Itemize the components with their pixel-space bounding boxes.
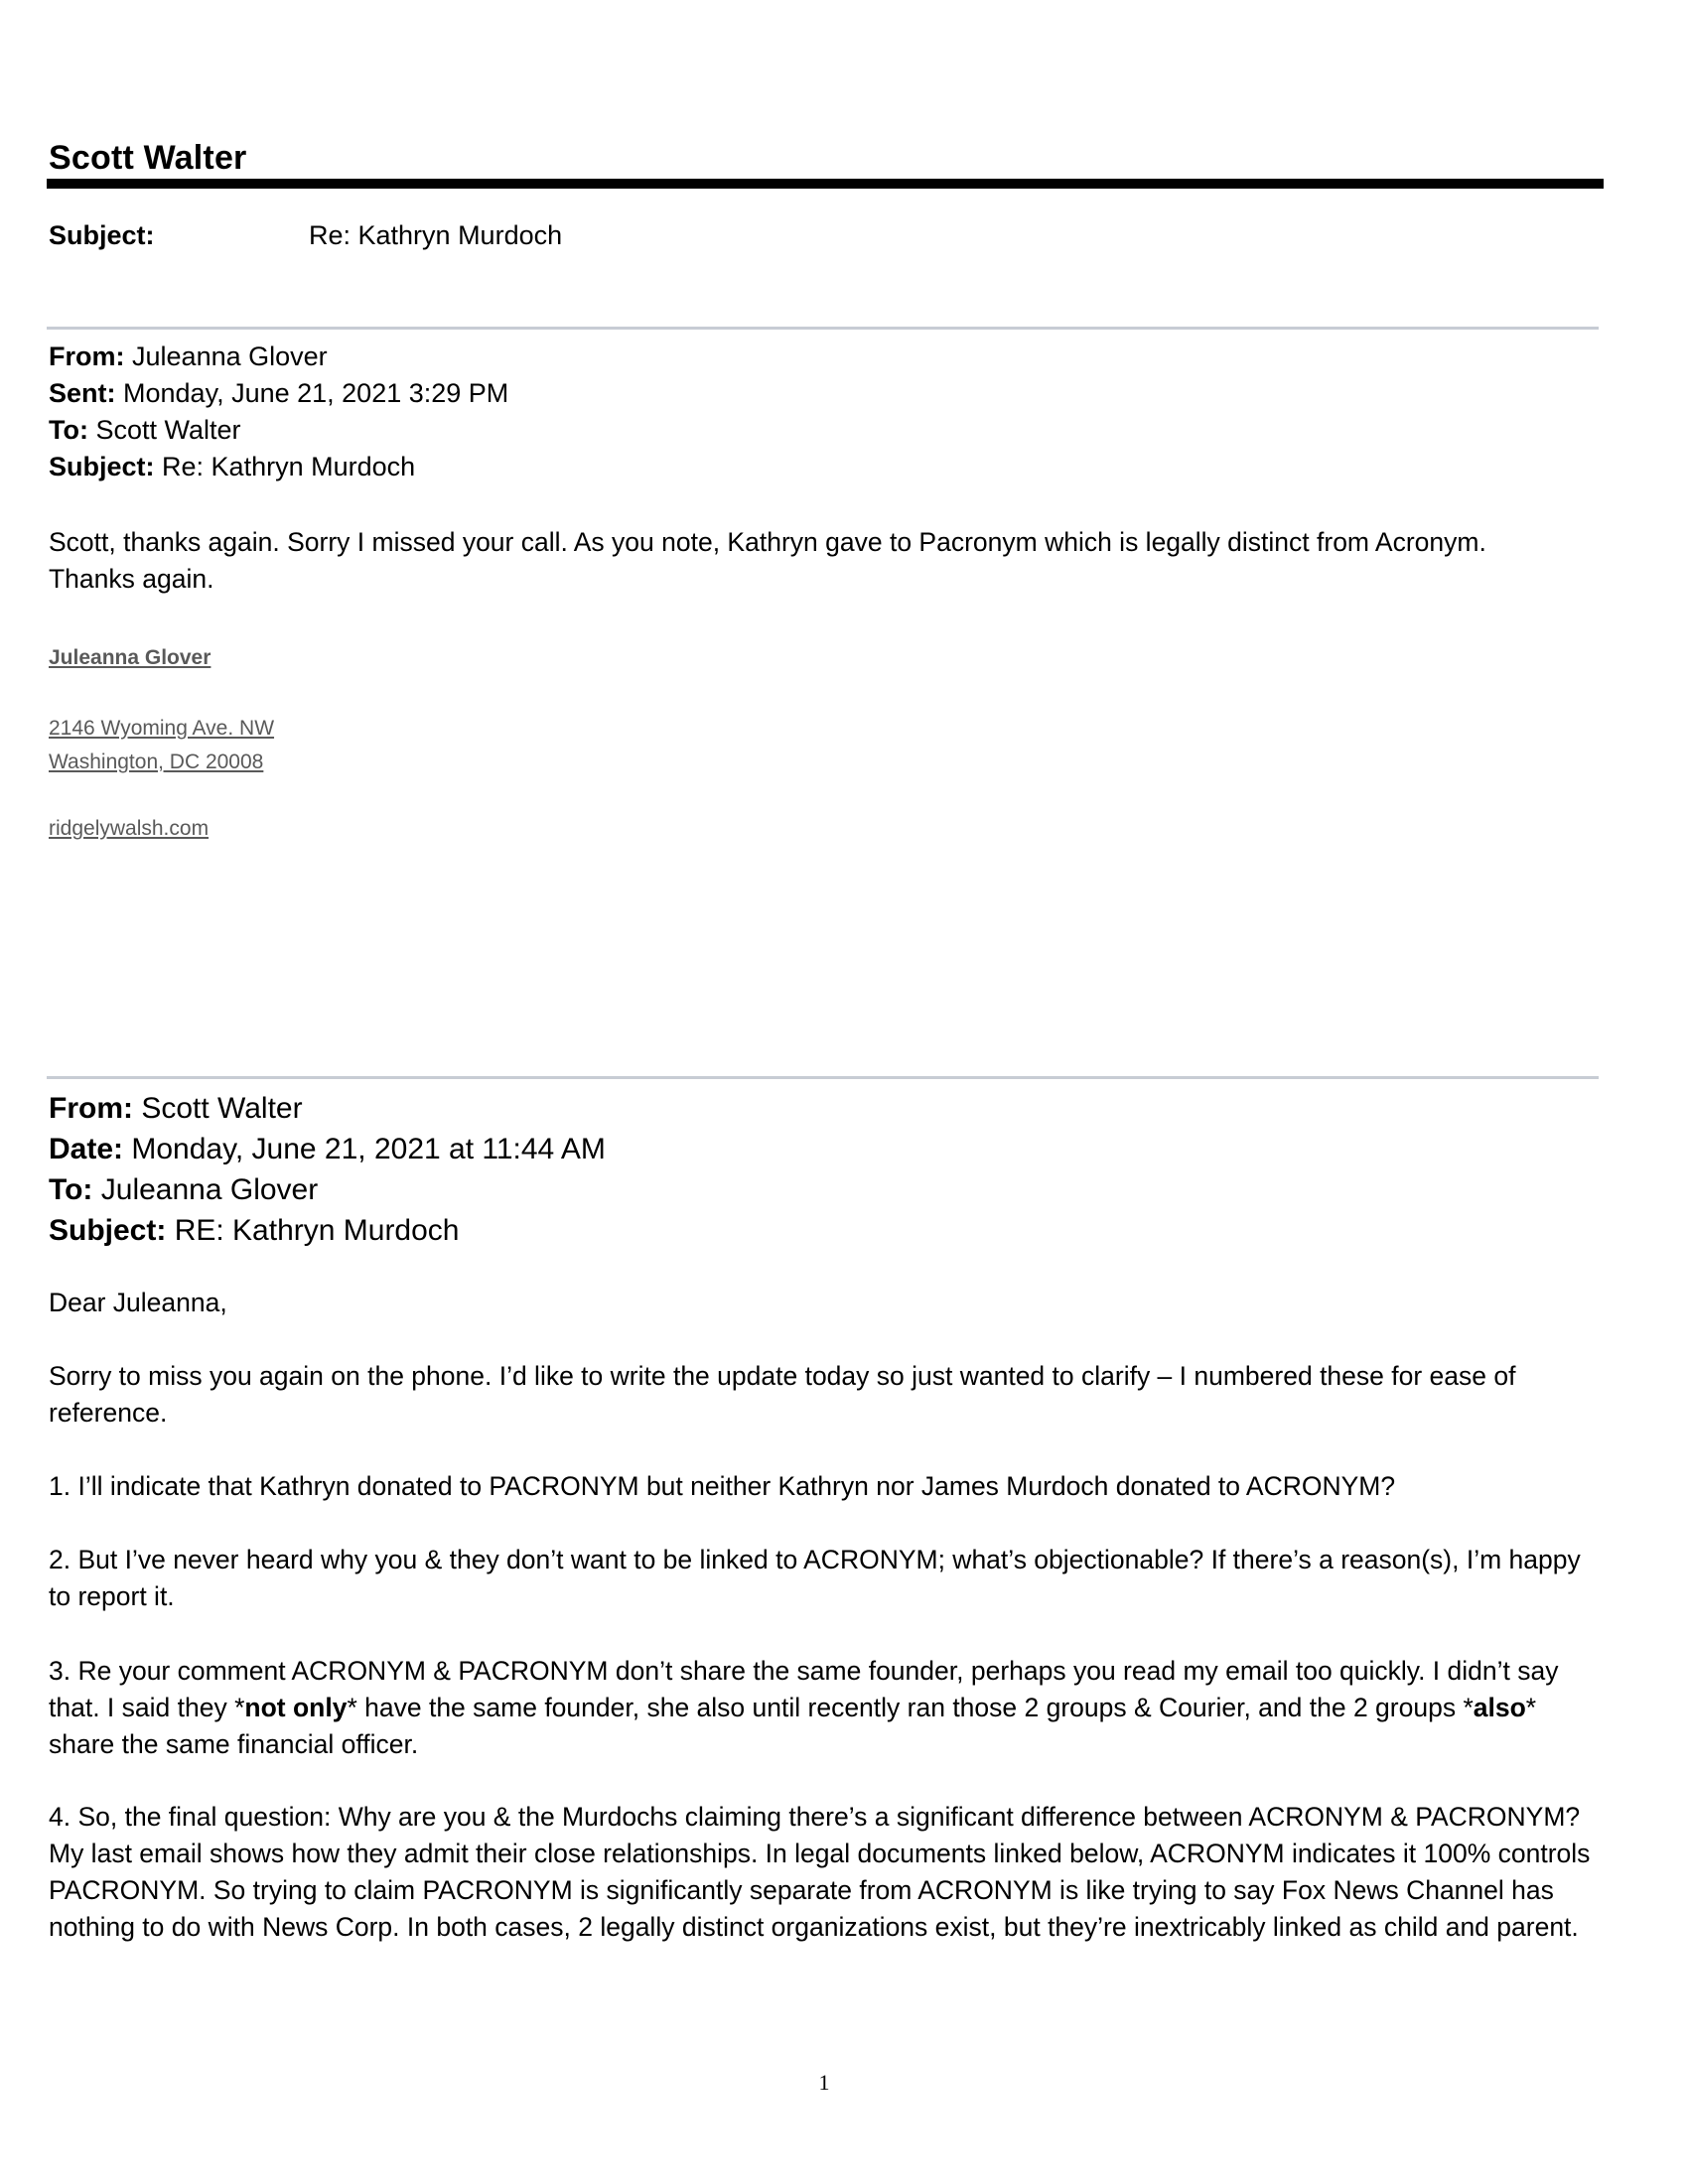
subject-label: Subject: <box>49 220 155 250</box>
email1-subject <box>49 452 415 482</box>
email2-subject-label: Subject: <box>49 1214 167 1247</box>
point3-bold-not-only: not only <box>244 1693 348 1722</box>
email1-body-line2: Thanks again. <box>49 564 214 594</box>
email1-body-line1: Scott, thanks again. Sorry I missed your call. As you note, Kathryn gave to Pacronym which is legally distinct from Acronym. <box>49 527 1486 557</box>
point3-bold-also: also <box>1473 1693 1526 1722</box>
email1-to-label: To: <box>49 415 88 445</box>
email1-body <box>49 524 1598 598</box>
document-author: Scott Walter <box>49 139 247 177</box>
email1-sent-label: Sent: <box>49 378 116 408</box>
email2-greeting: Dear Juleanna, <box>49 1288 227 1317</box>
point3-text-a: 3. Re your comment ACRONYM & PACRONYM don’t share the same founder, perhaps you read my email too quickly. I didn’t say that. I said they * <box>49 1656 1559 1722</box>
email2-date-value: Monday, June 21, 2021 at 11:44 AM <box>131 1133 606 1165</box>
email1-to-value: Scott Walter <box>95 415 241 445</box>
email2-point-3 <box>49 1653 1598 1763</box>
signature-address-line2-link[interactable]: Washington, DC 20008 <box>49 751 264 773</box>
header-rule <box>47 179 1604 189</box>
email1-sent-value: Monday, June 21, 2021 3:29 PM <box>123 378 509 408</box>
email2-date-label: Date: <box>49 1133 124 1165</box>
point3-text-b: * have the same founder, she also until recently ran those 2 groups & Courier, and the 2 groups * <box>347 1693 1474 1722</box>
email2-from <box>49 1092 303 1126</box>
email1-from-label: From: <box>49 341 125 371</box>
email2-point-1: 1. I’ll indicate that Kathryn donated to PACRONYM but neither Kathryn nor James Murdoch donated to ACRONYM? <box>49 1471 1396 1501</box>
email1-subject-label: Subject: <box>49 452 155 481</box>
email2-date <box>49 1133 606 1166</box>
email1-subject-value: Re: Kathryn Murdoch <box>162 452 416 481</box>
email2-intro: Sorry to miss you again on the phone. I’d like to write the update today so just wanted to clarify – I numbered these for ease of reference. <box>49 1361 1516 1428</box>
signature-name-link[interactable]: Juleanna Glover <box>49 646 211 669</box>
email1-to <box>49 415 241 446</box>
email2-to-value: Juleanna Glover <box>100 1173 319 1206</box>
email2-from-label: From: <box>49 1092 133 1125</box>
subject-value: Re: Kathryn Murdoch <box>309 220 563 250</box>
email2-subject-value: RE: Kathryn Murdoch <box>174 1214 460 1247</box>
email1-from <box>49 341 328 372</box>
email2-to <box>49 1173 318 1207</box>
email-separator <box>47 327 1599 330</box>
email2-from-value: Scott Walter <box>141 1092 303 1125</box>
point3-text-c: * share the same financial officer. <box>49 1693 1537 1759</box>
email2-subject <box>49 1214 460 1248</box>
signature-address-line1-link[interactable]: 2146 Wyoming Ave. NW <box>49 717 275 740</box>
email-separator <box>47 1076 1599 1079</box>
email2-point-2: 2. But I’ve never heard why you & they don’t want to be linked to ACRONYM; what’s objectionable? If there’s a reason(s), I’m happy to report it. <box>49 1545 1581 1611</box>
email2-to-label: To: <box>49 1173 93 1206</box>
email2-point-4: 4. So, the final question: Why are you & the Murdochs claiming there’s a significant difference between ACRONYM & PACRONYM? My last email shows how they admit their close relationships. In legal documents linked below, ACRONYM indicates it 100% controls PACRONYM. So trying to claim PACRONYM is significantly separate from ACRONYM is like trying to say Fox News Channel has nothing to do with News Corp. In both cases, 2 legally distinct organizations exist, but they’re inextricably linked as child and parent. <box>49 1802 1591 1942</box>
email1-sent <box>49 378 508 409</box>
email1-from-value: Juleanna Glover <box>132 341 328 371</box>
page-number: 1 <box>818 2070 830 2095</box>
signature-website-link[interactable]: ridgelywalsh.com <box>49 817 210 840</box>
